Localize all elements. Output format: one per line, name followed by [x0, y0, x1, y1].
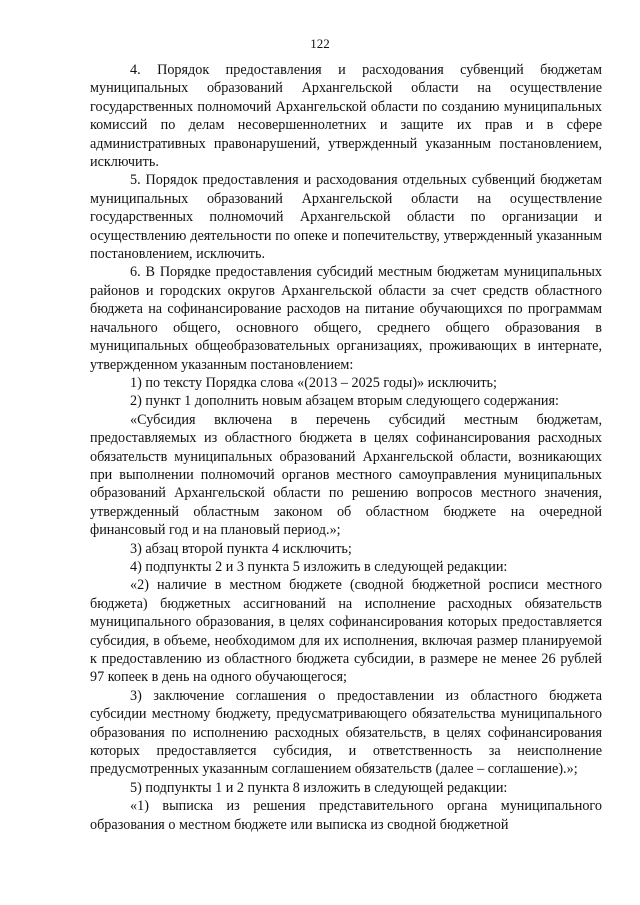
paragraph-subitem-4: 4) подпункты 2 и 3 пункта 5 изложить в следующей редакции: — [130, 558, 508, 575]
paragraph-subitem-3: 3) абзац второй пункта 4 исключить; — [130, 540, 352, 557]
paragraph-quote-budget-2: «2) наличие в местном бюджете (сводной бюджетной росписи местного бюджета) бюджетных ассигнований на исполнение расходных обязательств муниципального образования, в целях софинансирования которых предоставляется субсидия, в объеме, необходимом для их исполнения, включая размер планируемой к предоставлению из областного бюджета субсидии, в размере не менее 26 рублей 97 копеек в день на одного обучающегося; — [90, 577, 602, 686]
document-body — [90, 61, 602, 834]
paragraph-item-4-exclusion: 4. Порядок предоставления и расходования субвенций бюджетам муниципальных образований Архангельской области на осуществление государственных полномочий Архангельской области по созданию муниципальных комиссий по делам несовершеннолетних и защите их прав и в сфере административных правонарушений, утвержденный указанным постановлением, исключить. — [90, 62, 602, 171]
page-number: 122 — [310, 36, 330, 51]
paragraph-quote-agreement-3: 3) заключение соглашения о предоставлении из областного бюджета субсидии местному бюджету, предусматривающего обязательства муниципального образования по исполнению расходных обязательств, в целях софинансирования которых предоставляется субсидия, и ответственность за неисполнение предусмотренных указанным соглашением обязательств (далее – соглашение).»; — [90, 687, 602, 778]
paragraph-quote-extract-1: «1) выписка из решения представительного органа муниципального образования о местном бюджете или выписка из сводной бюджетной — [90, 798, 602, 833]
paragraph-subitem-2: 2) пункт 1 дополнить новым абзацем вторым следующего содержания: — [130, 393, 559, 410]
paragraph-item-6-intro: 6. В Порядке предоставления субсидий местным бюджетам муниципальных районов и городских округов Архангельской области за счет средств областного бюджета на софинансирование расходов на питание обучающихся по программам начального общего, основного общего, среднего общего образования в муниципальных общеобразовательных организациях, проживающих в интернате, утвержденном указанным постановлением: — [90, 264, 602, 373]
paragraph-item-5-exclusion: 5. Порядок предоставления и расходования отдельных субвенций бюджетам муниципальных образований Архангельской области на осуществление государственных полномочий Архангельской области по организации и осуществлению деятельности по опеке и попечительству, утвержденный указанным постановлением, исключить. — [90, 172, 602, 263]
paragraph-quote-subsidy: «Субсидия включена в перечень субсидий местным бюджетам, предоставляемых из областного бюджета в целях софинансирования расходных обязательств муниципальных образований Архангельской области, возникающих при выполнении полномочий органов местного самоуправления муниципальных образований Архангельской области по решению вопросов местного значения, утвержденный областным законом об областном бюджете на очередной финансовый год и на плановый период.»; — [90, 411, 602, 539]
paragraph-subitem-1: 1) по тексту Порядка слова «(2013 – 2025 годы)» исключить; — [130, 374, 497, 391]
paragraph-subitem-5: 5) подпункты 1 и 2 пункта 8 изложить в следующей редакции: — [130, 779, 508, 796]
